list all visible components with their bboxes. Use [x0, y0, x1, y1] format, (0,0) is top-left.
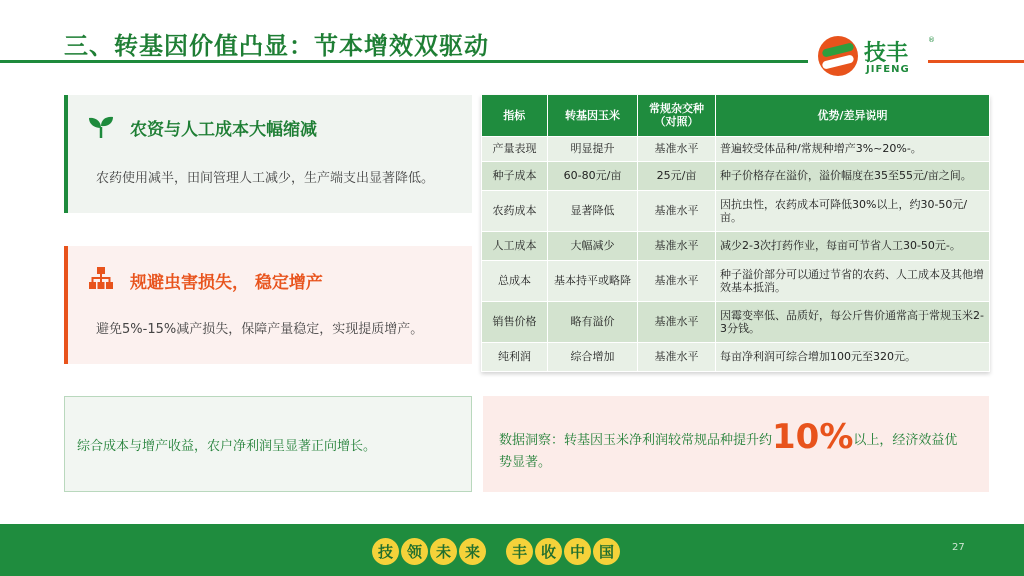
logo-mark-icon	[818, 36, 858, 76]
page-title: 三、转基因价值凸显：节本增效双驱动	[64, 32, 489, 60]
table-row	[482, 231, 990, 260]
table-cell: 25元/亩	[638, 161, 716, 190]
table-row	[482, 190, 990, 231]
table-cell: 种子溢价部分可以通过节省的农药、人工成本及其他增效基本抵消。	[716, 260, 990, 301]
pest-loss-card	[64, 246, 472, 364]
column-header: 转基因玉米	[548, 95, 638, 136]
slogan-char: 中	[564, 538, 591, 565]
table-cell: 60-80元/亩	[548, 161, 638, 190]
table-cell: 产量表现	[482, 136, 548, 161]
comparison-table	[481, 95, 990, 372]
slogan-char: 丰	[506, 538, 533, 565]
slogan-char: 收	[535, 538, 562, 565]
cost-reduction-card	[64, 95, 472, 213]
summary-box	[64, 396, 472, 492]
table-cell: 种子成本	[482, 161, 548, 190]
table-cell: 基准水平	[638, 342, 716, 371]
table-row	[482, 136, 990, 161]
table-cell: 明显提升	[548, 136, 638, 161]
table-cell: 综合增加	[548, 342, 638, 371]
page-number: 27	[952, 542, 965, 553]
logo-en-text: JIFENG	[866, 64, 910, 75]
column-header: 指标	[482, 95, 548, 136]
slogan-char: 领	[401, 538, 428, 565]
table-row	[482, 342, 990, 371]
table-cell: 基准水平	[638, 231, 716, 260]
table-cell: 销售价格	[482, 301, 548, 342]
card-description: 农药使用减半，田间管理人工减少，生产端支出显著降低。	[96, 171, 435, 186]
slogan-char: 国	[593, 538, 620, 565]
table-cell: 种子价格存在溢价，溢价幅度在35至55元/亩之间。	[716, 161, 990, 190]
column-header: 常规杂交种（对照）	[638, 95, 716, 136]
title-underline-green	[0, 60, 808, 63]
insight-prefix: 数据洞察：转基因玉米净利润较常规品种提升约	[499, 433, 773, 448]
insight-suffix: 以上，经济效益优势显著。	[499, 433, 958, 470]
insight-highlight: 10%	[772, 417, 854, 457]
table-cell: 人工成本	[482, 231, 548, 260]
summary-text: 综合成本与增产收益，农户净利润呈显著正向增长。	[77, 439, 377, 454]
table-cell: 因抗虫性，农药成本可降低30%以上，约30-50元/亩。	[716, 190, 990, 231]
card-description: 避免5%-15%减产损失，保障产量稳定，实现提质增产。	[96, 322, 424, 337]
slogan-char: 未	[430, 538, 457, 565]
slogan-char: 技	[372, 538, 399, 565]
table-cell: 显著降低	[548, 190, 638, 231]
table-header-row	[482, 95, 990, 136]
logo-registered-mark: ®	[928, 36, 935, 44]
table-cell: 基准水平	[638, 301, 716, 342]
footer-slogan	[372, 536, 622, 566]
table-row	[482, 161, 990, 190]
table-cell: 每亩净利润可综合增加100元至320元。	[716, 342, 990, 371]
table-row	[482, 301, 990, 342]
table-cell: 总成本	[482, 260, 548, 301]
card-title: 农资与人工成本大幅缩减	[130, 120, 317, 140]
hierarchy-icon	[88, 266, 114, 290]
title-underline-orange	[928, 60, 1024, 63]
table-cell: 基准水平	[638, 136, 716, 161]
table-cell: 农药成本	[482, 190, 548, 231]
sprout-icon	[88, 115, 114, 139]
table-cell: 减少2-3次打药作业，每亩可节省人工30-50元-。	[716, 231, 990, 260]
table-cell: 基准水平	[638, 190, 716, 231]
table-cell: 大幅减少	[548, 231, 638, 260]
data-insight-box	[483, 396, 989, 492]
company-logo	[818, 34, 936, 78]
card-title: 规避虫害损失， 稳定增产	[130, 273, 323, 293]
column-header: 优势/差异说明	[716, 95, 990, 136]
insight-text	[499, 417, 969, 474]
table-cell: 略有溢价	[548, 301, 638, 342]
table-cell: 基本持平或略降	[548, 260, 638, 301]
table-cell: 基准水平	[638, 260, 716, 301]
table-cell: 普遍较受体品种/常规种增产3%~20%-。	[716, 136, 990, 161]
slogan-char: 来	[459, 538, 486, 565]
table-row	[482, 260, 990, 301]
logo-cn-text: 技丰	[864, 41, 909, 66]
table-cell: 纯利润	[482, 342, 548, 371]
table-cell: 因霉变率低、品质好，每公斤售价通常高于常规玉米2-3分钱。	[716, 301, 990, 342]
